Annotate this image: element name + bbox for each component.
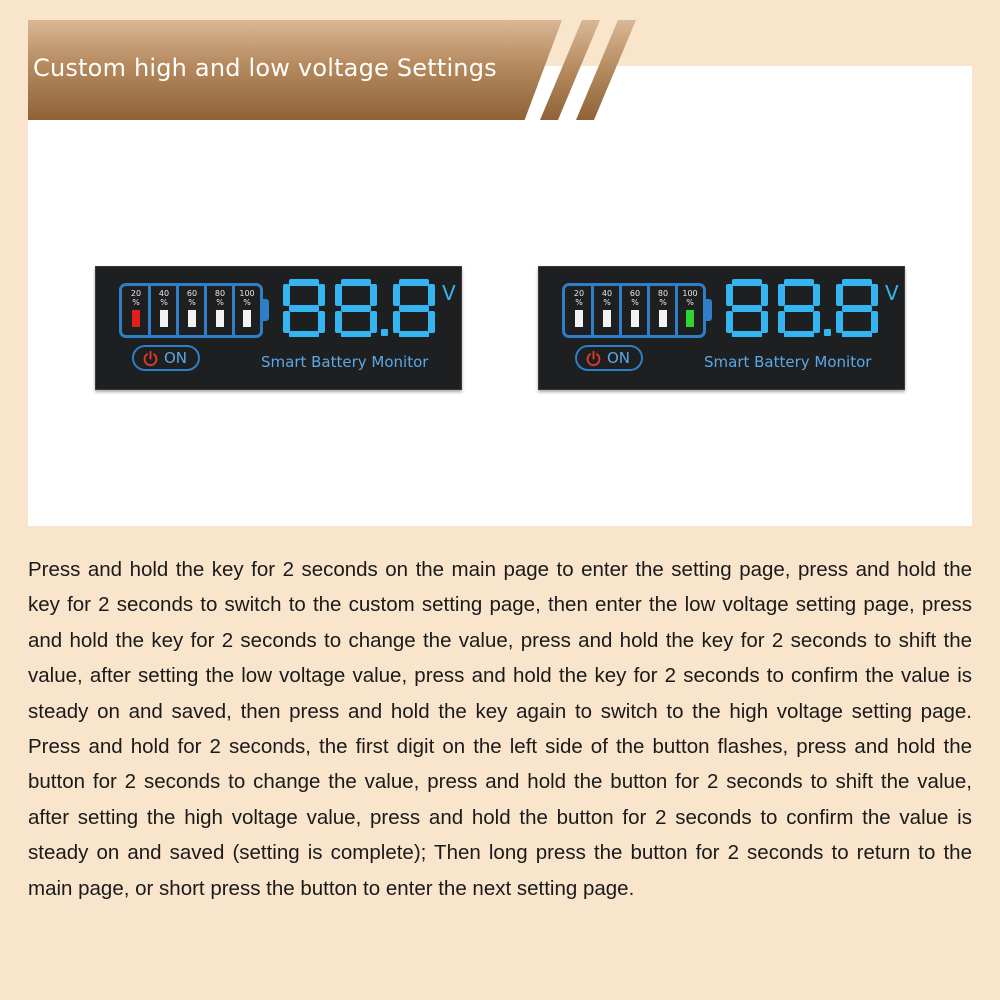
percent-label: 60 % <box>186 289 198 307</box>
level-bar-lit-green <box>686 310 694 327</box>
unit-label: V <box>442 281 456 305</box>
percent-label: 20 % <box>573 289 585 307</box>
percent-label: 60 % <box>629 289 641 307</box>
gauge-segment-40 <box>594 286 620 335</box>
battery-gauge-frame <box>119 283 263 338</box>
level-bar-lit-red <box>132 310 140 327</box>
power-icon <box>142 350 159 367</box>
instructions-text: Press and hold the key for 2 seconds on the main page to enter the setting page, press and hold the key for 2 seconds to switch to the custom setting page, then enter the low voltage setting page, press and hold the key for 2 seconds to change the value, press and hold the key for 2 seconds to shift the value, after setting the low voltage value, press and hold the key for 2 seconds to confirm the value is steady on and saved, then press and hold the key again to switch to the high voltage setting page. Press and hold for 2 seconds, the first digit on the left side of the button flashes, press and hold the button for 2 seconds to change the value, press and hold the button for 2 seconds to shift the value, after setting the high voltage value, press and hold the button for 2 seconds to confirm the value is steady on and saved (setting is complete); Then long press the button for 2 seconds to return to the main page, or short press the button to enter the next setting page. <box>28 558 972 900</box>
battery-monitor-high <box>538 266 905 390</box>
battery-tip <box>706 299 712 321</box>
gauge-segment-40 <box>151 286 177 335</box>
percent-label: 100 % <box>239 289 255 307</box>
level-bar <box>603 310 611 327</box>
on-button[interactable] <box>575 345 643 371</box>
level-bar <box>188 310 196 327</box>
product-photo <box>28 66 972 526</box>
gauge-segment-60 <box>179 286 205 335</box>
on-button-label: ON <box>164 349 188 367</box>
title-banner <box>28 20 638 120</box>
level-bar <box>575 310 583 327</box>
unit-label: V <box>885 281 899 305</box>
on-button[interactable] <box>132 345 200 371</box>
page-title: Custom high and low voltage Settings <box>33 54 497 82</box>
gauge-segment-100 <box>234 286 260 335</box>
percent-label: 80 % <box>214 289 226 307</box>
gauge-segment-20 <box>123 286 149 335</box>
brand-text: Smart Battery Monitor <box>704 353 872 371</box>
gauge-segment-100 <box>677 286 703 335</box>
percent-label: 40 % <box>601 289 613 307</box>
power-icon <box>585 350 602 367</box>
gauge-segment-60 <box>622 286 648 335</box>
level-bar <box>631 310 639 327</box>
battery-monitor-low <box>95 266 462 390</box>
level-bar <box>160 310 168 327</box>
level-bar <box>243 310 251 327</box>
percent-label: 20 % <box>130 289 142 307</box>
seven-segment-display <box>724 277 884 337</box>
gauge-segment-80 <box>650 286 676 335</box>
gauge-segment-20 <box>566 286 592 335</box>
percent-label: 100 % <box>682 289 698 307</box>
percent-label: 40 % <box>158 289 170 307</box>
percent-label: 80 % <box>657 289 669 307</box>
on-button-label: ON <box>607 349 631 367</box>
brand-text: Smart Battery Monitor <box>261 353 429 371</box>
battery-gauge-frame <box>562 283 706 338</box>
gauge-segment-80 <box>207 286 233 335</box>
level-bar <box>216 310 224 327</box>
battery-tip <box>263 299 269 321</box>
seven-segment-display <box>281 277 441 337</box>
level-bar <box>659 310 667 327</box>
